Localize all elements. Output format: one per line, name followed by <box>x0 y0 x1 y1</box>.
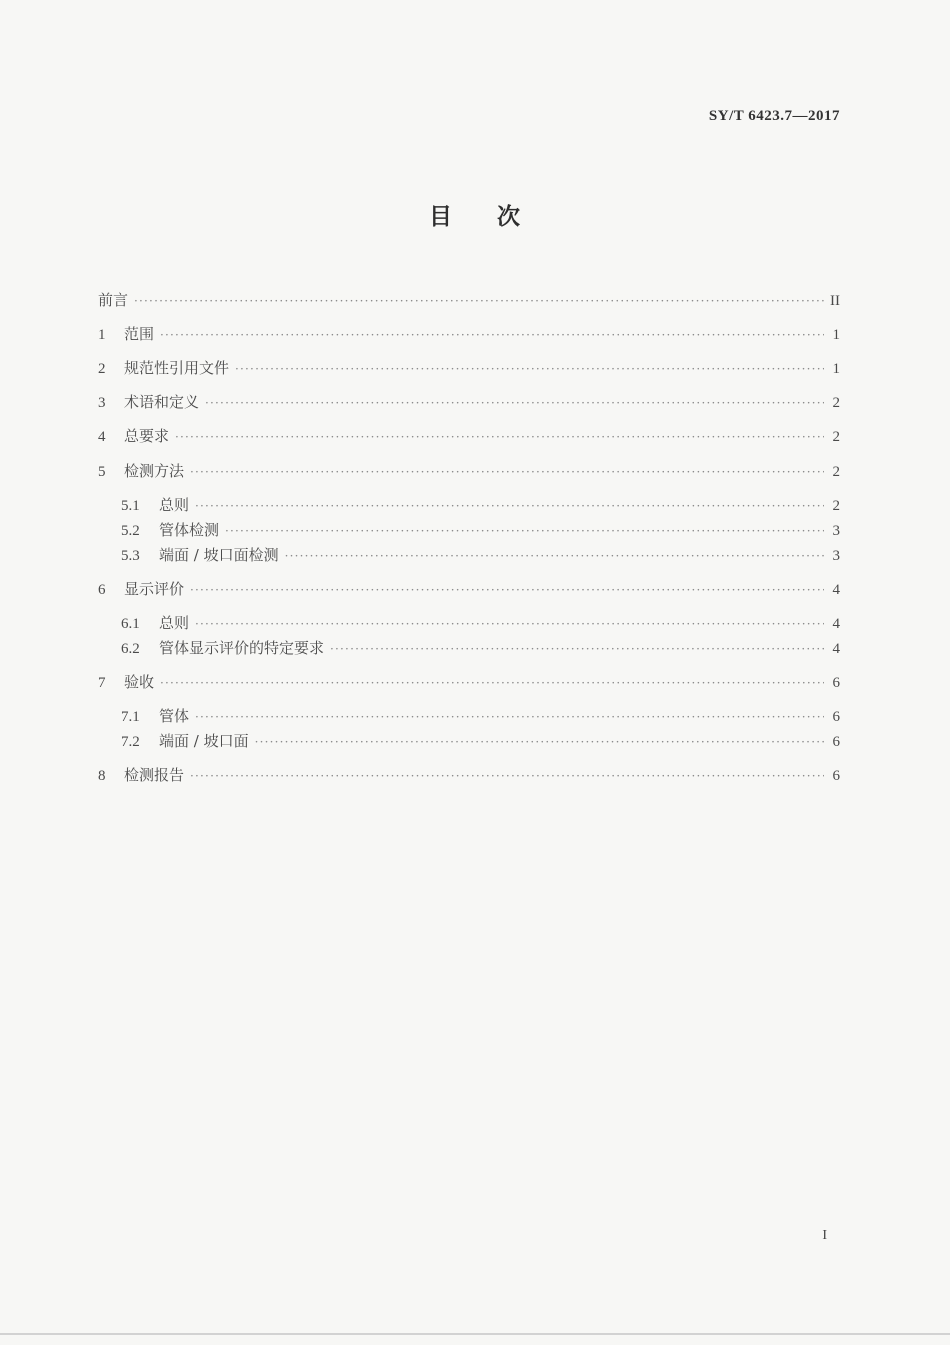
toc-entry-number: 2 <box>98 361 106 377</box>
toc-entry-page: 1 <box>832 361 840 377</box>
leader-dots <box>190 767 824 785</box>
leader-dots <box>195 708 824 726</box>
toc-entry-number: 6.1 <box>121 616 140 632</box>
leader-dots <box>195 497 824 515</box>
standard-number: SY/T 6423.7—2017 <box>708 108 840 124</box>
toc-entry-page: 2 <box>832 429 840 445</box>
toc-entry-page: 4 <box>832 641 840 657</box>
leader-dots <box>160 326 824 344</box>
toc-entry-page: 4 <box>832 616 840 632</box>
toc-entry-label: 验收 <box>124 673 155 691</box>
toc-entry-label: 检测报告 <box>124 766 185 784</box>
toc-entry-page: II <box>830 293 840 309</box>
toc-entry-page: 6 <box>832 675 840 691</box>
toc-entry-label: 规范性引用文件 <box>124 359 230 377</box>
leader-dots <box>255 733 824 751</box>
toc-entry-number: 6 <box>98 582 106 598</box>
toc-entry-label: 前言 <box>98 291 129 309</box>
toc-entry-6-2[interactable] <box>121 639 840 657</box>
toc-entry-page: 6 <box>832 734 840 750</box>
toc-entry-8[interactable] <box>98 766 840 784</box>
toc-entry-page: 4 <box>832 582 840 598</box>
toc-title <box>0 198 950 231</box>
leader-dots <box>235 360 824 378</box>
toc-entry-number: 7.2 <box>121 734 140 750</box>
leader-dots <box>190 581 824 599</box>
leader-dots <box>330 640 824 658</box>
toc-entry-7[interactable] <box>98 673 840 691</box>
toc-entry-label: 总要求 <box>124 427 170 445</box>
toc-entry-1[interactable] <box>98 325 840 343</box>
leader-dots <box>225 522 824 540</box>
toc-entry-page: 3 <box>832 523 840 539</box>
toc-entry-5-2[interactable] <box>121 521 840 539</box>
toc-entry-label: 总则 <box>159 614 190 632</box>
toc-title-char-2: 次 <box>497 203 521 230</box>
toc-entry-number: 5.3 <box>121 548 140 564</box>
leader-dots <box>285 547 824 565</box>
toc-entry-label: 显示评价 <box>124 580 185 598</box>
toc-entry-5-3[interactable] <box>121 546 840 564</box>
toc-entry-label: 检测方法 <box>124 462 185 480</box>
toc-entry-label: 范围 <box>124 325 155 343</box>
toc-entry-label: 管体显示评价的特定要求 <box>159 639 325 657</box>
leader-dots <box>175 428 824 446</box>
toc-entry-label: 端面 / 坡口面 <box>159 732 249 750</box>
toc-entry-6-1[interactable] <box>121 614 840 632</box>
toc-entry-number: 3 <box>98 395 106 411</box>
toc-entry-number: 7 <box>98 675 106 691</box>
toc-entry-number: 7.1 <box>121 709 140 725</box>
toc-title-char-1: 目 <box>429 203 453 230</box>
toc-entry-7-2[interactable] <box>121 732 840 750</box>
toc-entry-5[interactable] <box>98 462 840 480</box>
leader-dots <box>134 292 824 310</box>
toc-entry-page: 6 <box>832 768 840 784</box>
toc-entry-number: 5 <box>98 464 106 480</box>
toc-entry-foreword[interactable] <box>98 291 840 309</box>
leader-dots <box>160 674 824 692</box>
leader-dots <box>195 615 824 633</box>
toc-entry-label: 术语和定义 <box>124 393 200 411</box>
toc-entry-page: 2 <box>832 464 840 480</box>
toc-entry-5-1[interactable] <box>121 496 840 514</box>
toc-entry-number: 5.1 <box>121 498 140 514</box>
toc-entry-3[interactable] <box>98 393 840 411</box>
toc-entry-page: 6 <box>832 709 840 725</box>
leader-dots <box>205 394 824 412</box>
toc-entry-label: 管体 <box>159 707 190 725</box>
toc-entry-number: 5.2 <box>121 523 140 539</box>
toc-entry-page: 2 <box>832 395 840 411</box>
toc-entry-2[interactable] <box>98 359 840 377</box>
toc-entry-number: 6.2 <box>121 641 140 657</box>
page-number: I <box>822 1228 827 1243</box>
toc-entry-7-1[interactable] <box>121 707 840 725</box>
toc-entry-4[interactable] <box>98 427 840 445</box>
toc-entry-page: 2 <box>832 498 840 514</box>
toc-entry-label: 端面 / 坡口面检测 <box>159 546 279 564</box>
toc-entry-number: 1 <box>98 327 106 343</box>
toc-entry-6[interactable] <box>98 580 840 598</box>
toc-entry-label: 总则 <box>159 496 190 514</box>
toc-entry-page: 1 <box>832 327 840 343</box>
leader-dots <box>190 463 824 481</box>
toc-entry-number: 8 <box>98 768 106 784</box>
toc-entry-page: 3 <box>832 548 840 564</box>
toc-entry-number: 4 <box>98 429 106 445</box>
toc-entry-label: 管体检测 <box>159 521 220 539</box>
